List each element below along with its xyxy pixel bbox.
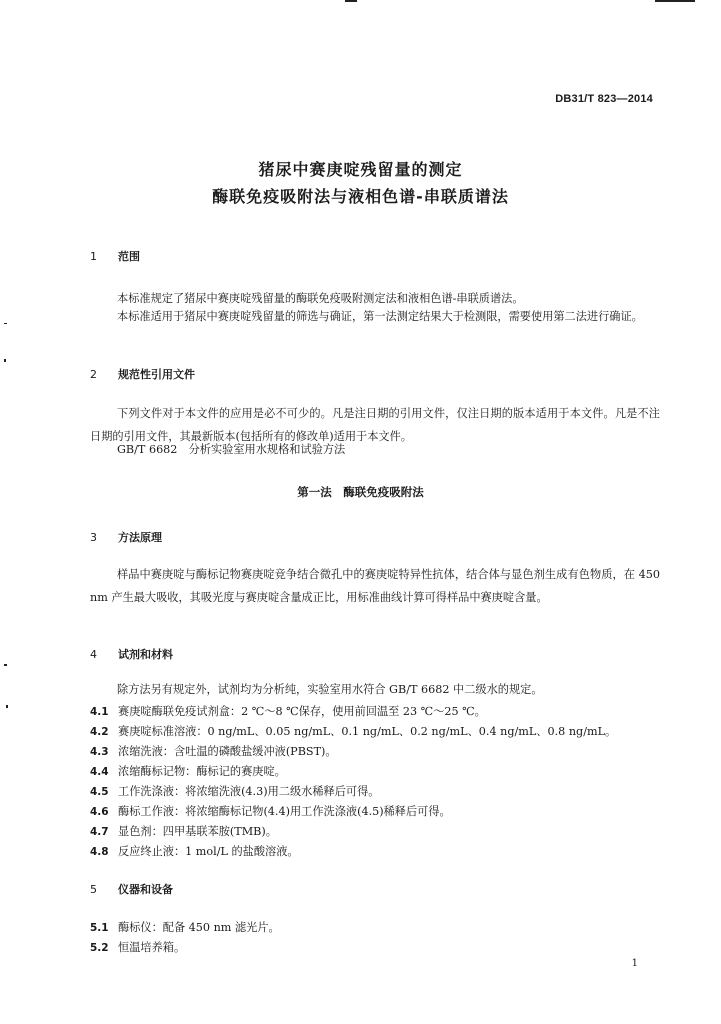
list-item xyxy=(90,939,185,955)
section-number: 4 xyxy=(90,648,97,661)
section-2-paragraph-1: 下列文件对于本文件的应用是必不可少的。凡是注日期的引用文件，仅注日期的版本适用于本文件。凡是不注日期的引用文件，其最新版本(包括所有的修改单)适用于本文件。 xyxy=(90,407,660,443)
list-item xyxy=(90,703,486,719)
section-number: 3 xyxy=(90,531,97,544)
scan-mark-left-2 xyxy=(4,359,6,362)
standard-code: DB31/T 823—2014 xyxy=(555,93,653,105)
item-number: 4.2 xyxy=(90,726,109,738)
section-title: 方法原理 xyxy=(118,531,162,544)
item-number: 5.2 xyxy=(90,942,109,954)
item-text: 酶标工作液：将浓缩酶标记物(4.4)用工作洗涤液(4.5)稀释后可得。 xyxy=(118,805,451,818)
item-text: 恒温培养箱。 xyxy=(118,941,186,954)
section-title: 仪器和设备 xyxy=(118,883,173,896)
section-number: 1 xyxy=(90,250,97,263)
item-number: 4.3 xyxy=(90,746,109,758)
section-5-heading xyxy=(90,881,173,897)
document-title-line2: 酶联免疫吸附法与液相色谱-串联质谱法 xyxy=(212,187,509,206)
document-title-line1: 猪尿中赛庚啶残留量的测定 xyxy=(258,160,463,179)
section-4-heading xyxy=(90,646,173,662)
item-text: 浓缩酶标记物：酶标记的赛庚啶。 xyxy=(118,765,286,778)
item-text: 工作洗涤液：将浓缩洗液(4.3)用二级水稀释后可得。 xyxy=(118,785,380,798)
item-number: 4.8 xyxy=(90,846,109,858)
scan-mark-left-3 xyxy=(4,664,7,666)
item-number: 4.6 xyxy=(90,806,109,818)
list-item xyxy=(90,743,337,759)
item-number: 4.4 xyxy=(90,766,109,778)
normative-reference: GB/T 6682 分析实验室用水规格和试验方法 xyxy=(117,443,346,456)
scan-mark-top-right xyxy=(655,0,695,2)
item-text: 浓缩洗液：含吐温的磷酸盐缓冲液(PBST)。 xyxy=(118,745,337,758)
section-title: 规范性引用文件 xyxy=(118,368,195,381)
scan-mark-left-1 xyxy=(4,323,7,324)
section-1-heading xyxy=(90,248,140,264)
method-1-title: 第一法 酶联免疫吸附法 xyxy=(297,485,424,499)
scan-mark-top-center xyxy=(345,0,357,2)
item-number: 5.1 xyxy=(90,922,109,934)
list-item xyxy=(90,803,451,819)
item-text: 酶标仪：配备 450 nm 滤光片。 xyxy=(118,921,280,934)
list-item xyxy=(90,843,299,859)
list-item xyxy=(90,823,277,839)
scan-mark-left-4 xyxy=(6,705,8,708)
section-title: 试剂和材料 xyxy=(118,648,173,661)
section-3-heading xyxy=(90,529,162,545)
list-item xyxy=(90,763,286,779)
section-3-paragraph-1: 样品中赛庚啶与酶标记物赛庚啶竞争结合微孔中的赛庚啶特异性抗体，结合体与显色剂生成有色物质，在 450 nm 产生最大吸收，其吸光度与赛庚啶含量成正比，用标准曲线计算可得样品中赛庚啶含量。 xyxy=(90,568,660,604)
item-text: 赛庚啶标准溶液：0 ng/mL、0.05 ng/mL、0.1 ng/mL、0.2 ng/mL、0.4 ng/mL、0.8 ng/mL。 xyxy=(118,725,617,738)
item-number: 4.5 xyxy=(90,786,109,798)
list-item xyxy=(90,723,616,739)
section-2-heading xyxy=(90,366,195,382)
page-number: 1 xyxy=(631,958,638,969)
item-number: 4.7 xyxy=(90,826,109,838)
section-4-intro: 除方法另有规定外，试剂均为分析纯，实验室用水符合 GB/T 6682 中二级水的规定。 xyxy=(117,683,543,696)
section-title: 范围 xyxy=(118,250,140,263)
item-text: 反应终止液：1 mol/L 的盐酸溶液。 xyxy=(118,845,299,858)
item-text: 赛庚啶酶联免疫试剂盒：2 ℃～8 ℃保存，使用前回温至 23 ℃～25 ℃。 xyxy=(118,705,486,718)
list-item xyxy=(90,783,379,799)
section-number: 2 xyxy=(90,368,97,381)
section-1-paragraph-2: 本标准适用于猪尿中赛庚啶残留量的筛选与确证，第一法测定结果大于检测限，需要使用第二法进行确证。 xyxy=(117,310,643,323)
item-number: 4.1 xyxy=(90,706,109,718)
section-number: 5 xyxy=(90,883,97,896)
section-1-paragraph-1: 本标准规定了猪尿中赛庚啶残留量的酶联免疫吸附测定法和液相色谱-串联质谱法。 xyxy=(117,292,524,305)
item-text: 显色剂：四甲基联苯胺(TMB)。 xyxy=(118,825,277,838)
list-item xyxy=(90,919,280,935)
